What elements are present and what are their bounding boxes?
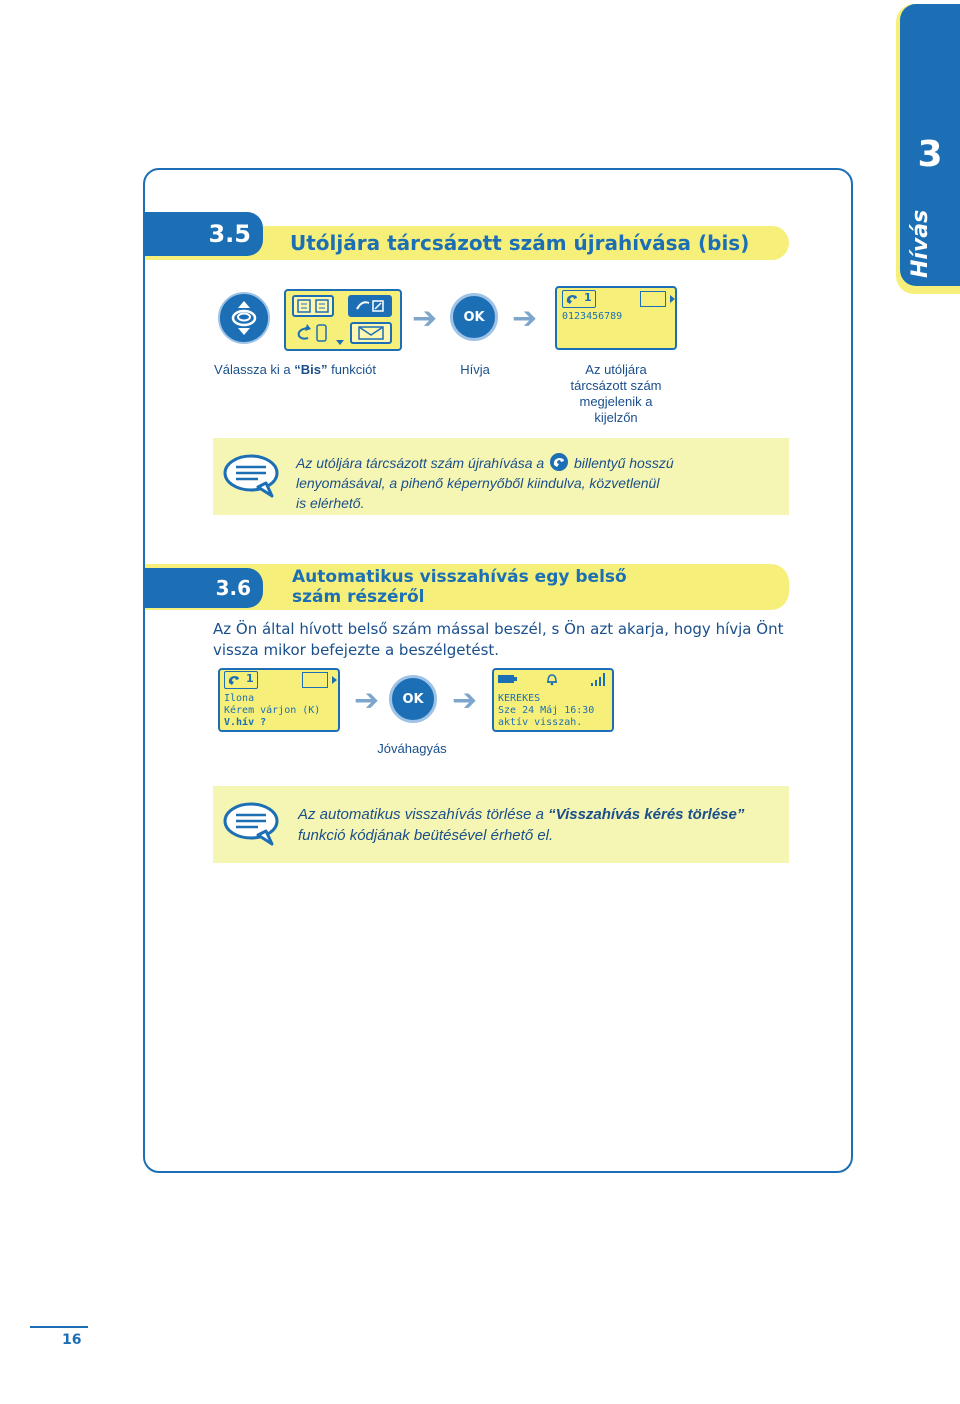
menu-icon — [640, 291, 666, 307]
handset-icon — [224, 671, 258, 689]
call-caption: Hívja — [460, 362, 490, 377]
note-icon — [222, 800, 280, 846]
section-3-6-title: Automatikus visszahívás egy belső szám részéről — [292, 567, 627, 607]
page-number: 16 — [62, 1332, 82, 1348]
chevron-down-icon — [336, 340, 344, 345]
section-3-5-number: 3.5 — [145, 212, 263, 256]
signal-icon — [590, 672, 608, 686]
chapter-number: 3 — [917, 134, 943, 175]
chapter-title: Hívás — [908, 209, 933, 278]
arrow-right-icon: ➔ — [452, 683, 478, 718]
menu-icon — [302, 672, 328, 688]
handset-icon — [562, 290, 596, 308]
note-text-callback: Az automatikus visszahívás törlése a “Visszahívás kérés törlése” funkció kódjának beütésével érhető el. — [298, 806, 745, 844]
section-3-6-number: 3.6 — [145, 568, 263, 608]
select-bis-caption: Válassza ki a “Bis” funkciót — [214, 362, 376, 377]
arrow-right-icon: ➔ — [412, 301, 438, 336]
battery-tip — [514, 677, 517, 681]
confirm-caption: Jóváhagyás — [377, 741, 447, 756]
menu-icon[interactable] — [292, 295, 334, 317]
section-3-5-title: Utóljára tárcsázott szám újrahívása (bis) — [290, 231, 750, 255]
screen-callback-text: KEREKES Sze 24 Máj 16:30 aktív visszah. — [498, 693, 595, 728]
battery-icon — [498, 675, 514, 683]
arrow-right-icon: ➔ — [354, 683, 380, 718]
note-text-redial: Az utóljára tárcsázott szám újrahívása a billentyű hosszú lenyomásával, a pihenő képernyőből kiindulva, közvetlenül is elérhető. — [296, 452, 776, 513]
arrow-right-icon: ➔ — [512, 301, 538, 336]
chevron-right-icon — [332, 676, 337, 684]
note-icon — [222, 452, 280, 498]
redial-key-icon — [548, 452, 570, 472]
section-3-6-description: Az Ön által hívott belső szám mással beszél, s Ön azt akarja, hogy hívja Önt vissza mikor befejezte a beszélgetést. — [213, 620, 784, 659]
result-caption: Az utóljára tárcsázott szám megjelenik a kijelzőn — [570, 362, 662, 425]
page-number-rule — [30, 1326, 88, 1328]
ok-button[interactable]: OK — [389, 675, 437, 723]
redial-icon[interactable] — [348, 295, 392, 317]
chevron-right-icon — [670, 295, 675, 303]
line-number: 1 — [584, 291, 592, 304]
back-icon[interactable] — [292, 322, 334, 344]
screen-busy-text: Ilona Kérem várjon (K) V.hív ? — [224, 693, 321, 728]
message-icon[interactable] — [350, 322, 392, 344]
ok-button[interactable]: OK — [450, 293, 498, 341]
line-number: 1 — [246, 672, 254, 685]
navigator-icon — [218, 292, 270, 344]
screen-dialed-number: 0123456789 — [562, 311, 623, 322]
bell-icon — [545, 672, 559, 686]
